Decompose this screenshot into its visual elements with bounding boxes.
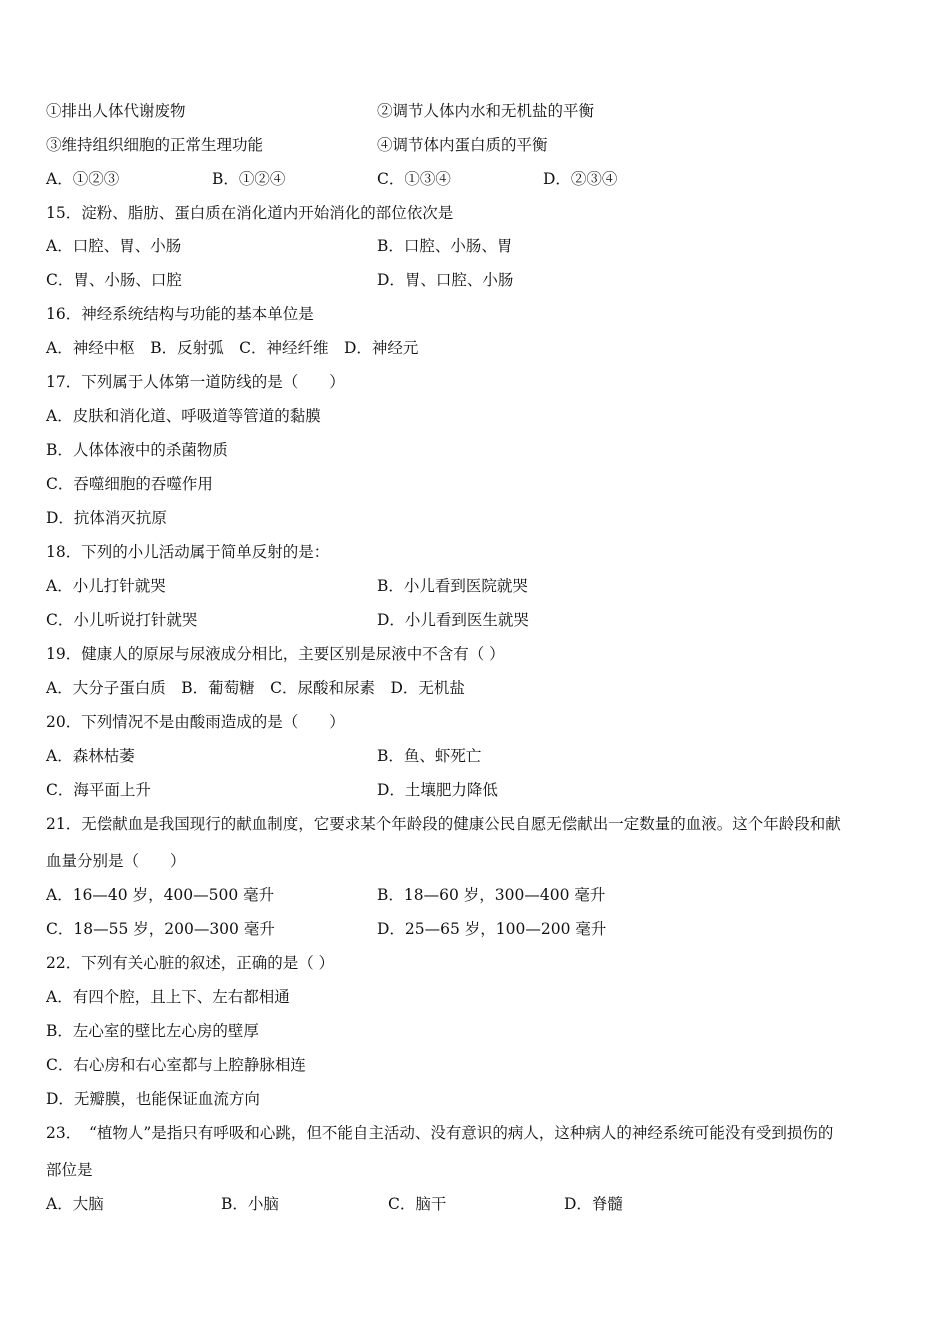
q23-stem-line-1: 23． “植物人”是指只有呼吸和心跳，但不能自主活动、没有意识的病人，这种病人的神经系统可能没有受到损伤的 <box>46 1124 834 1142</box>
q21-option-b: B．18—60 岁，300—400 毫升 <box>377 886 606 904</box>
q17-stem: 17．下列属于人体第一道防线的是（ ） <box>46 373 345 391</box>
q20-options-row-1 <box>46 745 482 767</box>
q21-option-d: D．25—65 岁，100—200 毫升 <box>377 920 607 938</box>
q14-option-d: D．②③④ <box>543 170 618 188</box>
q22-option-b: B．左心室的壁比左心房的壁厚 <box>46 1022 259 1040</box>
q14-option-a: A．①②③ <box>46 170 120 188</box>
q23-option-c: C．脑干 <box>388 1195 447 1213</box>
q19-options: A．大分子蛋白质 B．葡萄糖 C．尿酸和尿素 D．无机盐 <box>46 679 465 697</box>
q14-option-b: B．①②④ <box>212 170 286 188</box>
q15-option-b: B．口腔、小肠、胃 <box>377 237 513 255</box>
q21-option-a: A．16—40 岁，400—500 毫升 <box>46 886 275 904</box>
q18-option-d: D．小儿看到医生就哭 <box>377 611 529 629</box>
q18-stem: 18．下列的小儿活动属于简单反射的是： <box>46 543 330 561</box>
q20-option-a: A．森林枯萎 <box>46 747 135 765</box>
q15-options-row-2 <box>46 269 514 291</box>
q19-stem: 19．健康人的原尿与尿液成分相比，主要区别是尿液中不含有（ ） <box>46 645 505 663</box>
q18-option-a: A．小儿打针就哭 <box>46 577 166 595</box>
q17-option-c: C．吞噬细胞的吞噬作用 <box>46 475 213 493</box>
q23-options <box>46 1193 623 1215</box>
q15-options-row-1 <box>46 235 513 257</box>
q23-option-a: A．大脑 <box>46 1195 104 1213</box>
q17-option-d: D．抗体消灭抗原 <box>46 509 167 527</box>
q23-option-d: D．脊髓 <box>564 1195 623 1213</box>
q14-options <box>46 168 618 190</box>
q14-statement-4: ④调节体内蛋白质的平衡 <box>377 136 548 154</box>
q18-option-b: B．小儿看到医院就哭 <box>377 577 528 595</box>
q15-option-c: C．胃、小肠、口腔 <box>46 271 182 289</box>
q20-option-d: D．土壤肥力降低 <box>377 781 498 799</box>
q22-option-d: D．无瓣膜，也能保证血流方向 <box>46 1090 260 1108</box>
q18-option-c: C．小儿听说打针就哭 <box>46 611 198 629</box>
q21-options-row-2 <box>46 918 607 940</box>
q21-stem-line-1: 21．无偿献血是我国现行的献血制度，它要求某个年龄段的健康公民自愿无偿献出一定数量的血液。这个年龄段和献 <box>46 815 841 833</box>
q18-options-row-2 <box>46 609 529 631</box>
q20-option-b: B．鱼、虾死亡 <box>377 747 482 765</box>
q21-options-row-1 <box>46 884 606 906</box>
q15-option-a: A．口腔、胃、小肠 <box>46 237 182 255</box>
q14-option-c: C．①③④ <box>377 170 451 188</box>
q20-options-row-2 <box>46 779 498 801</box>
q17-option-b: B．人体体液中的杀菌物质 <box>46 441 228 459</box>
q18-options-row-1 <box>46 575 528 597</box>
q22-option-a: A．有四个腔，且上下、左右都相通 <box>46 988 290 1006</box>
q21-option-c: C．18—55 岁，200—300 毫升 <box>46 920 275 938</box>
q14-statement-2: ②调节人体内水和无机盐的平衡 <box>377 102 595 120</box>
q16-options: A．神经中枢 B．反射弧 C．神经纤维 D．神经元 <box>46 339 419 357</box>
q20-stem: 20．下列情况不是由酸雨造成的是（ ） <box>46 713 345 731</box>
q20-option-c: C．海平面上升 <box>46 781 151 799</box>
q15-stem: 15．淀粉、脂肪、蛋白质在消化道内开始消化的部位依次是 <box>46 204 454 222</box>
q21-stem-line-2: 血量分别是（ ） <box>46 852 186 870</box>
q23-option-b: B．小脑 <box>221 1195 279 1213</box>
q23-stem-line-2: 部位是 <box>46 1161 93 1179</box>
q14-statement-3: ③维持组织细胞的正常生理功能 <box>46 136 264 154</box>
q17-option-a: A．皮肤和消化道、呼吸道等管道的黏膜 <box>46 407 321 425</box>
q22-stem: 22．下列有关心脏的叙述，正确的是（ ） <box>46 954 335 972</box>
q14-statement-1: ①排出人体代谢废物 <box>46 102 186 120</box>
q22-option-c: C．右心房和右心室都与上腔静脉相连 <box>46 1056 306 1074</box>
q15-option-d: D．胃、口腔、小肠 <box>377 271 514 289</box>
q14-statement-row-2 <box>46 134 548 156</box>
q14-statement-row-1 <box>46 100 595 122</box>
q16-stem: 16．神经系统结构与功能的基本单位是 <box>46 305 314 323</box>
